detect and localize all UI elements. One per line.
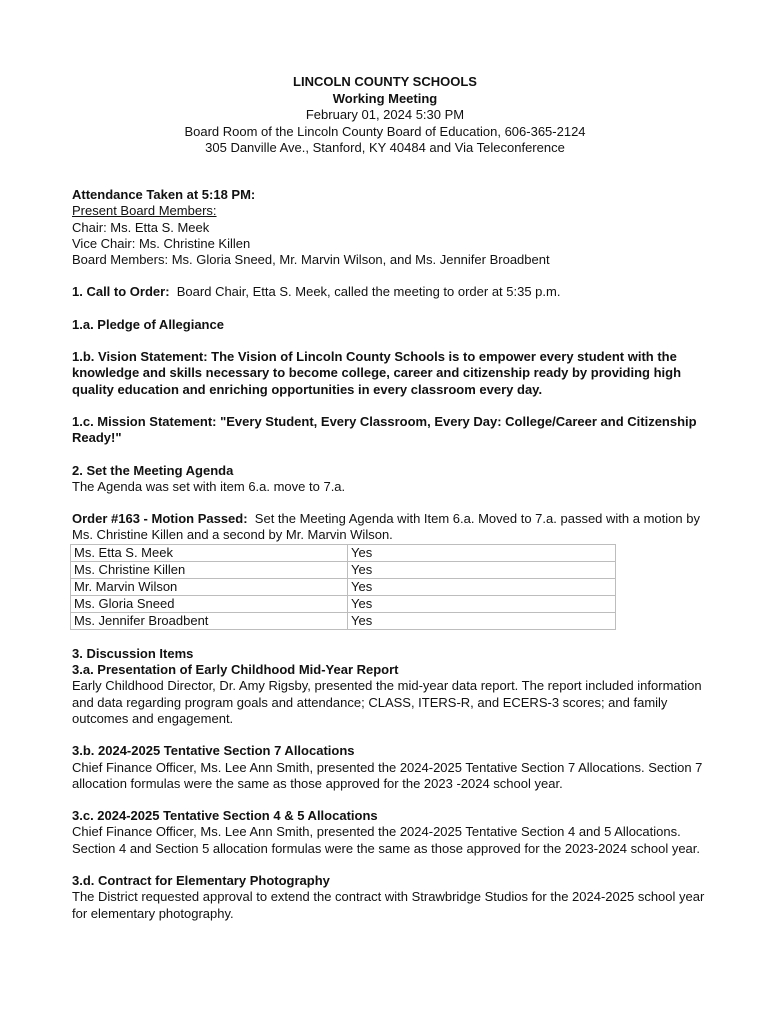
meeting-type: Working Meeting <box>332 90 438 106</box>
discussion-3b-heading: 3.b. 2024-2025 Tentative Section 7 Allocations <box>72 743 355 759</box>
vision-statement: 1.b. Vision Statement: The Vision of Lincoln County Schools is to empower every student with the knowledge and skills necessary to become college, career and citizenship ready by providing high quality education and enriching opportunities in every classroom every day. <box>72 349 682 397</box>
voter-vote: Yes <box>348 578 616 595</box>
minutes-body <box>72 187 722 922</box>
discussion-3d-heading: 3.d. Contract for Elementary Photography <box>72 873 330 889</box>
call-to-order-text: Board Chair, Etta S. Meek, called the meeting to order at 5:35 p.m. <box>176 284 561 300</box>
agenda-section <box>72 463 722 496</box>
vice-chair-line: Vice Chair: Ms. Christine Killen <box>72 235 251 251</box>
voter-name: Ms. Etta S. Meek <box>71 544 348 561</box>
voter-vote: Yes <box>348 544 616 561</box>
chair-line: Chair: Ms. Etta S. Meek <box>72 219 210 235</box>
meeting-location: Board Room of the Lincoln County Board of Education, 606-365-2124 <box>184 123 586 139</box>
table-row <box>71 612 616 629</box>
discussion-3d-text: The District requested approval to extend the contract with Strawbridge Studios for the 2024-2025 school year for elementary photography. <box>72 889 705 921</box>
order-163-section <box>72 511 722 544</box>
meeting-datetime: February 01, 2024 5:30 PM <box>305 107 465 122</box>
voter-vote: Yes <box>348 612 616 629</box>
present-members-label: Present Board Members: <box>72 203 217 219</box>
order-163-heading: Order #163 - Motion Passed: <box>72 511 248 527</box>
mission-statement: 1.c. Mission Statement: "Every Student, Every Classroom, Every Day: College/Career and Citizenship Ready!" <box>72 413 697 446</box>
pledge-heading: 1.a. Pledge of Allegiance <box>72 316 224 332</box>
discussion-3b-text: Chief Finance Officer, Ms. Lee Ann Smith, presented the 2024-2025 Tentative Section 7 Allocations. Section 7 allocation formulas were the same as those approved for the 2023 -2024 school year. <box>72 759 703 791</box>
voter-name: Ms. Jennifer Broadbent <box>71 612 348 629</box>
agenda-text: The Agenda was set with item 6.a. move to 7.a. <box>72 478 346 494</box>
voter-vote: Yes <box>348 561 616 578</box>
voter-name: Ms. Christine Killen <box>71 561 348 578</box>
discussion-heading: 3. Discussion Items <box>72 645 194 661</box>
meeting-address: 305 Danville Ave., Stanford, KY 40484 and Via Teleconference <box>205 140 565 155</box>
table-row <box>71 561 616 578</box>
voter-name: Ms. Gloria Sneed <box>71 595 348 612</box>
voter-vote: Yes <box>348 595 616 612</box>
table-row <box>71 595 616 612</box>
call-to-order-section <box>72 284 722 300</box>
org-title: LINCOLN COUNTY SCHOOLS <box>293 74 477 89</box>
voter-name: Mr. Marvin Wilson <box>71 578 348 595</box>
discussion-section <box>72 646 722 922</box>
document-header <box>0 74 770 157</box>
agenda-heading: 2. Set the Meeting Agenda <box>72 462 234 478</box>
attendance-section <box>72 187 722 268</box>
order-163-text: Set the Meeting Agenda with Item 6.a. Moved to 7.a. passed with a motion by Ms. Christine Killen and a second by Mr. Marvin Wilson. <box>72 511 700 543</box>
discussion-3c-heading: 3.c. 2024-2025 Tentative Section 4 & 5 Allocations <box>72 808 378 824</box>
table-row <box>71 578 616 595</box>
table-row <box>71 544 616 561</box>
vote-table <box>70 544 616 630</box>
discussion-3a-text: Early Childhood Director, Dr. Amy Rigsby, presented the mid-year data report. The report included information and data regarding program goals and attendance; CLASS, ITERS-R, and ECERS-3 scores; and family outcomes and engagement. <box>72 678 702 726</box>
attendance-heading: Attendance Taken at 5:18 PM: <box>72 187 256 202</box>
call-to-order-heading: 1. Call to Order: <box>72 284 170 300</box>
discussion-3a-heading: 3.a. Presentation of Early Childhood Mid-Year Report <box>72 662 399 678</box>
discussion-3c-text: Chief Finance Officer, Ms. Lee Ann Smith, presented the 2024-2025 Tentative Section 4 and 5 Allocations. Section 4 and Section 5 allocation formulas were the same as those approved for the 2023-2024 school year. <box>72 824 700 856</box>
board-members-line: Board Members: Ms. Gloria Sneed, Mr. Marvin Wilson, and Ms. Jennifer Broadbent <box>72 252 550 268</box>
